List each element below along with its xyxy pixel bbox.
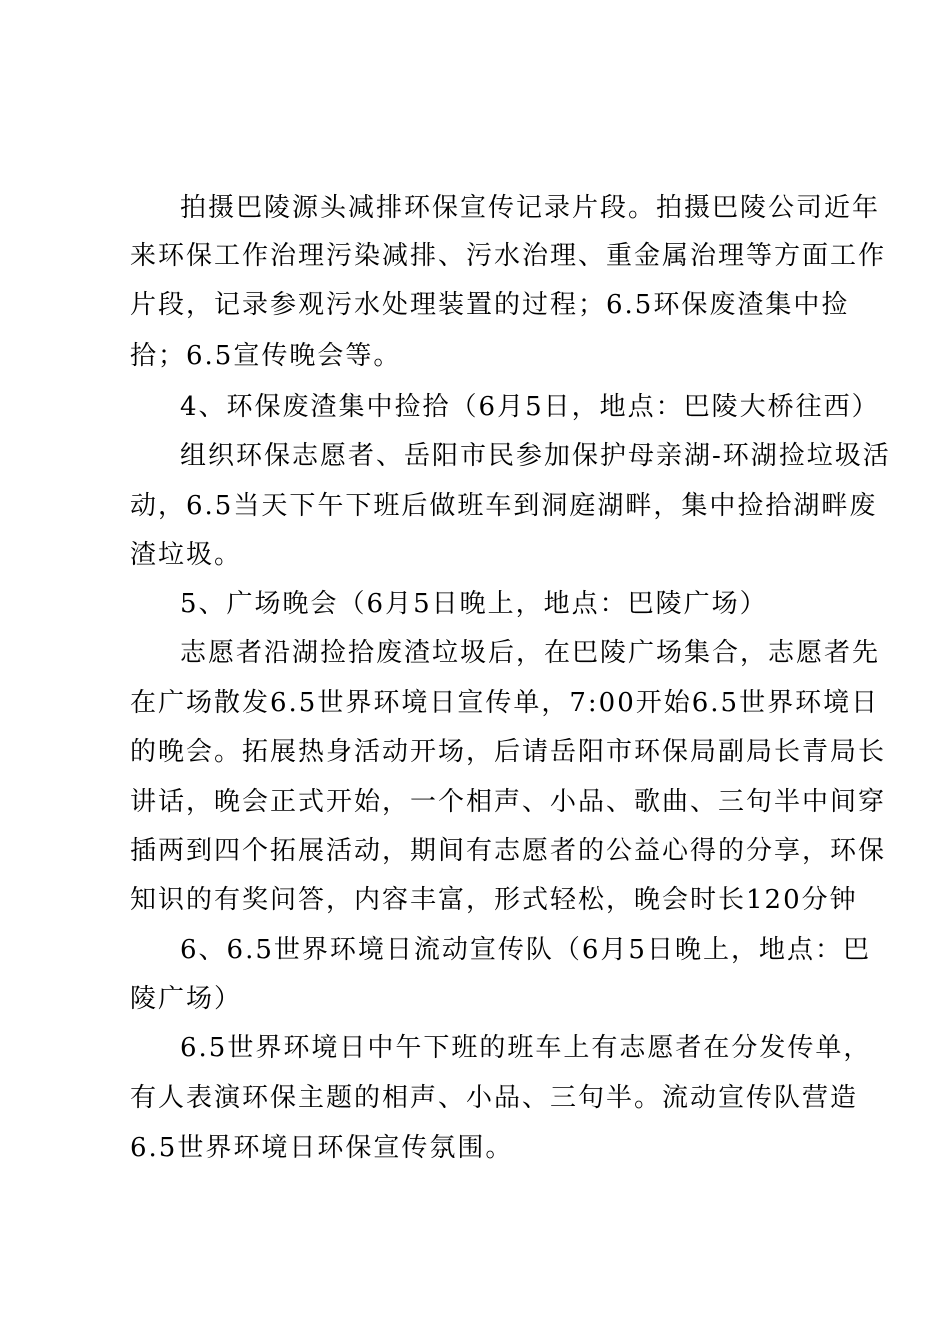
section-heading: 5、广场晚会（6月5日晚上，地点：巴陵广场） <box>180 589 768 619</box>
section-heading-continued: 陵广场） <box>130 984 243 1014</box>
section-heading: 4、环保废渣集中捡拾（6月5日，地点：巴陵大桥往西） <box>180 392 880 422</box>
paragraph-line: 志愿者沿湖捡拾废渣垃圾后，在巴陵广场集合，志愿者先 <box>180 638 881 668</box>
paragraph-line: 组织环保志愿者、岳阳市民参加保护母亲湖-环湖捡垃圾活 <box>180 441 891 471</box>
paragraph-line: 动，6.5当天下午下班后做班车到洞庭湖畔，集中捡拾湖畔废 <box>130 491 878 521</box>
paragraph-line: 插两到四个拓展活动，期间有志愿者的公益心得的分享，环保 <box>130 836 887 866</box>
paragraph-line: 讲话，晚会正式开始，一个相声、小品、歌曲、三句半中间穿 <box>130 787 887 817</box>
paragraph-line: 渣垃圾。 <box>130 540 243 570</box>
paragraph-line: 的晚会。拓展热身活动开场，后请岳阳市环保局副局长青局长 <box>130 737 887 767</box>
paragraph-line: 拾；6.5宣传晚会等。 <box>130 341 402 371</box>
paragraph-line: 片段，记录参观污水处理装置的过程；6.5环保废渣集中捡 <box>130 290 850 320</box>
paragraph-line: 有人表演环保主题的相声、小品、三句半。流动宣传队营造 <box>130 1083 859 1113</box>
paragraph-line: 知识的有奖问答，内容丰富，形式轻松，晚会时长120分钟 <box>130 885 858 915</box>
paragraph-line: 拍摄巴陵源头减排环保宣传记录片段。拍摄巴陵公司近年 <box>180 193 881 223</box>
paragraph-line: 在广场散发6.5世界环境日宣传单，7:00开始6.5世界环境日 <box>130 688 880 718</box>
section-heading: 6、6.5世界环境日流动宣传队（6月5日晚上，地点：巴 <box>180 935 871 965</box>
paragraph-line: 来环保工作治理污染减排、污水治理、重金属治理等方面工作 <box>130 241 887 271</box>
paragraph-line: 6.5世界环境日环保宣传氛围。 <box>130 1133 514 1163</box>
paragraph-line: 6.5世界环境日中午下班的班车上有志愿者在分发传单， <box>180 1033 872 1063</box>
